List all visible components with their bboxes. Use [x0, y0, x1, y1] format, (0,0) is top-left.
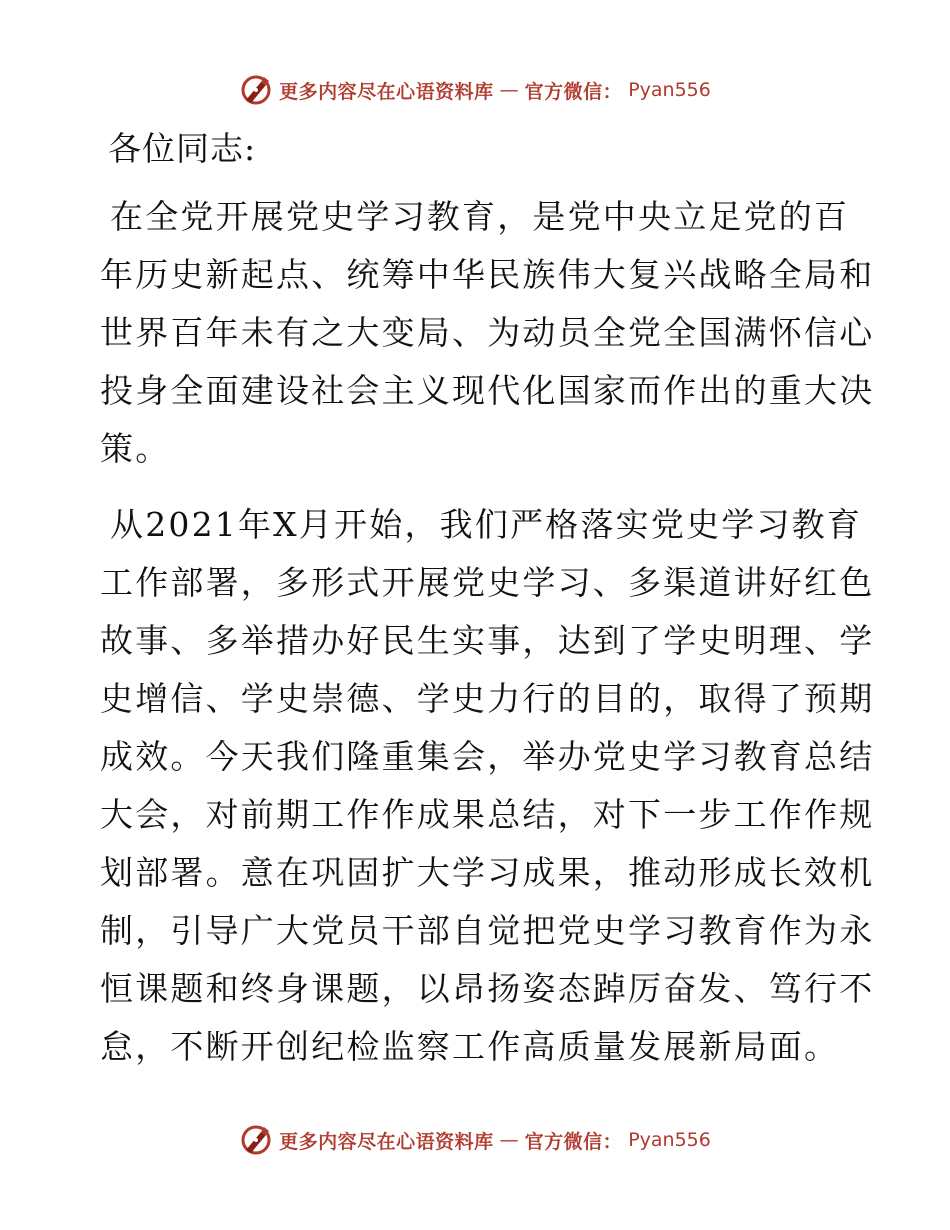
paragraph-1 — [100, 188, 875, 478]
pen-logo-icon — [239, 1123, 273, 1157]
salutation: 各位同志: — [108, 129, 257, 168]
paragraph-line: 年历史新起点、统筹中华民族伟大复兴战略全局和 — [100, 255, 875, 294]
paragraph-line: 世界百年未有之大变局、为动员全党全国满怀信心 — [100, 313, 875, 352]
footer-watermark — [0, 1120, 950, 1160]
paragraph-line: 工作部署，多形式开展党史学习、多渠道讲好红色 — [100, 563, 875, 602]
watermark-suffix: 官方微信： — [524, 80, 623, 103]
paragraph-line: 从2021年X月开始，我们严格落实党史学习教育 — [110, 505, 863, 544]
paragraph-line: 制，引导广大党员干部自觉把党史学习教育作为永 — [100, 911, 875, 950]
paragraph-line: 成效。今天我们隆重集会，举办党史学习教育总结 — [100, 737, 875, 776]
paragraph-line: 划部署。意在巩固扩大学习成果，推动形成长效机 — [100, 853, 875, 892]
watermark-text: 更多内容尽在心语资料库 — [279, 1130, 494, 1153]
paragraph-line: 大会，对前期工作作成果总结，对下一步工作作规 — [100, 795, 875, 834]
paragraph-2 — [100, 496, 875, 1076]
watermark-separator: — — [499, 79, 519, 101]
watermark-text: 更多内容尽在心语资料库 — [279, 80, 494, 103]
document-body — [100, 120, 875, 1094]
pen-logo-icon — [239, 73, 273, 107]
paragraph-line: 策。 — [100, 429, 171, 468]
paragraph-line: 恒课题和终身课题，以昂扬姿态踔厉奋发、笃行不 — [100, 969, 875, 1008]
watermark-code: Pyan556 — [628, 79, 711, 101]
watermark-separator: — — [499, 1129, 519, 1151]
watermark-suffix: 官方微信： — [524, 1130, 623, 1153]
paragraph-line: 投身全面建设社会主义现代化国家而作出的重大决 — [100, 371, 875, 410]
paragraph-line: 故事、多举措办好民生实事，达到了学史明理、学 — [100, 621, 875, 660]
paragraph-line: 怠，不断开创纪检监察工作高质量发展新局面。 — [100, 1027, 840, 1066]
header-watermark — [0, 70, 950, 110]
paragraph-line: 史增信、学史崇德、学史力行的目的，取得了预期 — [100, 679, 875, 718]
watermark-code: Pyan556 — [628, 1129, 711, 1151]
paragraph-line: 在全党开展党史学习教育，是党中央立足党的百 — [110, 197, 850, 236]
